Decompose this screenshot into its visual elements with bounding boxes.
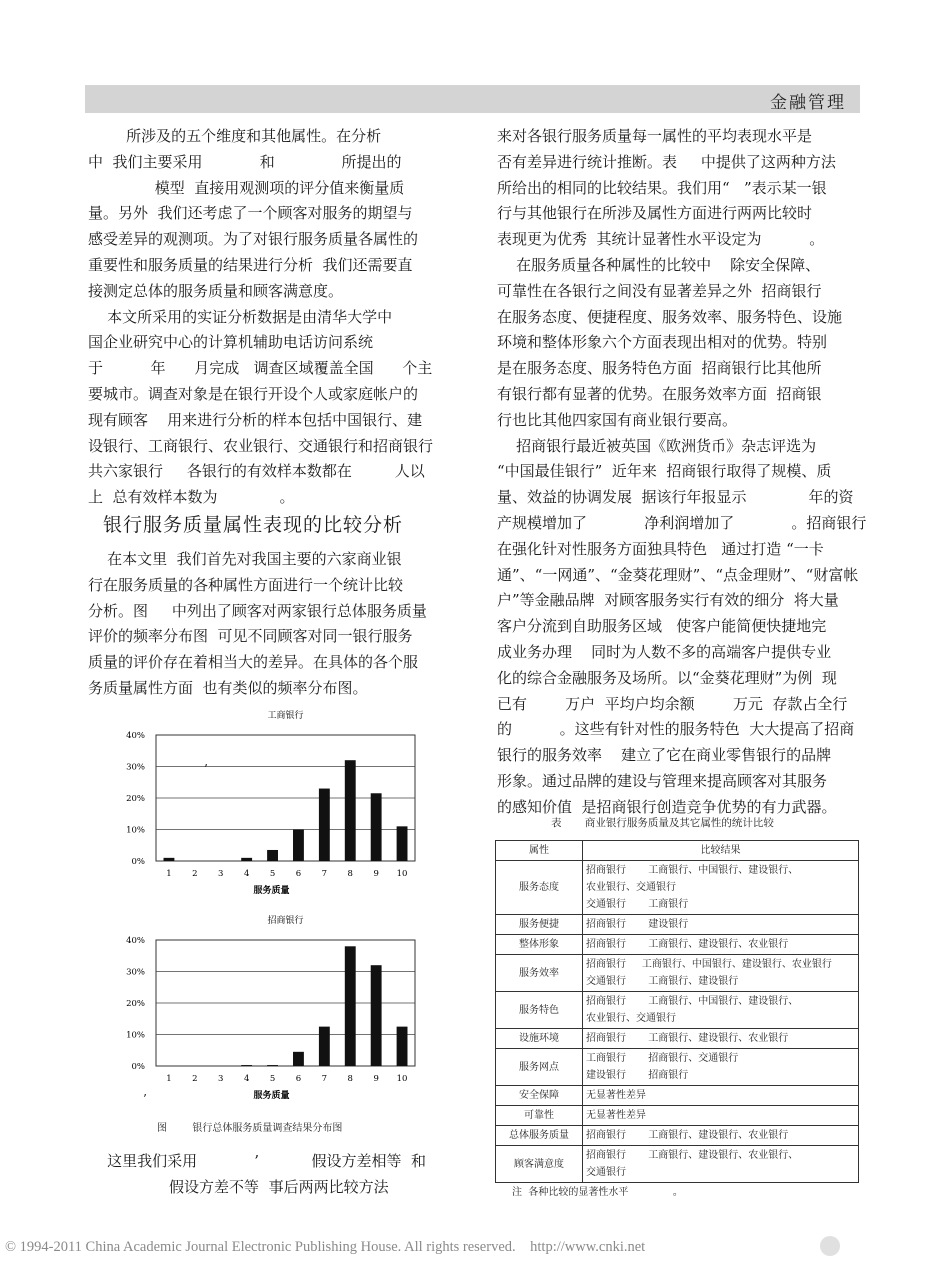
result-line: 建设银行 招商银行 [586,1070,689,1081]
y-tick-label: 40% [126,936,145,946]
result-line: 交通银行 [586,1167,626,1178]
paragraph-line: 户”等金融品牌 对顾客服务实行有效的细分 将大量 [497,591,839,610]
result-cell [583,915,859,935]
paragraph-line: 否有差异进行统计推断。表 中提供了这两种方法 [497,152,836,171]
result-cell [583,861,859,915]
paragraph-line: 本文所采用的实证分析数据是由清华大学中 [88,307,393,326]
result-line: 招商银行 建设银行 [586,919,689,930]
journal-header-bar [85,85,860,113]
paragraph-line: 行在服务质量的各种属性方面进行一个统计比较 [88,575,404,594]
result-line: 招商银行 工商银行、建设银行、农业银行、 [586,1150,799,1161]
paragraph-line: 国企业研究中心的计算机辅助电话访问系统 [88,333,374,352]
footer-watermark-dot [820,1236,840,1256]
table-row [496,915,859,935]
bar [345,946,356,1066]
result-cell [583,1049,859,1086]
right-column-text [497,124,867,821]
x-tick-label: 4 [243,1074,250,1084]
table-row [496,1029,859,1049]
bar [397,826,408,861]
y-tick-label: 40% [126,731,145,741]
paragraph-line: 成业务办理 同时为人数不多的高端客户提供专业 [497,642,832,661]
result-line: 无显著性差异 [586,1110,646,1121]
y-tick-label: 30% [126,967,145,978]
table-row [496,861,859,915]
x-tick-label: 4 [243,869,250,879]
bar [267,1065,278,1066]
paragraph-line: 上 总有效样本数为 。 [88,488,295,507]
attribute-cell: 整体形象 [496,935,583,955]
left-column-text [88,124,454,511]
x-tick-label: 6 [295,1074,302,1084]
x-tick-label: 10 [396,869,408,879]
result-line: 招商银行 工商银行、中国银行、建设银行、农业银行 [586,959,832,970]
attribute-cell: 服务便捷 [496,915,583,935]
y-tick-label: 10% [126,1030,145,1041]
x-tick-label: 7 [321,869,328,879]
x-tick-label: 9 [373,869,379,879]
attribute-cell: 服务效率 [496,955,583,992]
x-tick-label: 9 [373,1074,379,1084]
result-cell [583,1086,859,1106]
bar [293,1052,304,1066]
paragraph-line: 设银行、工商银行、农业银行、交通银行和招商银行 [88,436,434,455]
paragraph-line: 行与其他银行在所涉及属性方面进行两两比较时 [497,204,813,223]
attribute-cell: 安全保障 [496,1086,583,1106]
paragraph-line: 这里我们采用 ’ 假设方差相等 和 [88,1152,427,1170]
paragraph-line: 来对各银行服务质量每一属性的平均表现水平是 [497,127,813,145]
bar-chart-svg [112,708,432,898]
result-line: 农业银行、交通银行 [586,882,676,893]
table-header-row [496,841,859,861]
paragraph-line: 量、效益的协调发展 据该行年报显示 年的资 [497,488,854,507]
x-tick-label: 7 [321,1074,328,1084]
left-column-bottom-text [88,1149,454,1201]
table-row [496,1106,859,1126]
attribute-cell: 总体服务质量 [496,1126,583,1146]
paragraph-line: 产规模增加了 净利润增加了 。招商银行 [497,513,867,532]
paragraph-line: 招商银行最近被英国《欧洲货币》杂志评选为 [497,436,817,455]
stray-mark: ’ [143,1092,147,1106]
attribute-cell: 服务态度 [496,861,583,915]
paragraph-line: 在本文里 我们首先对我国主要的六家商业银 [88,550,402,568]
x-axis-label: 服务质量 [253,1091,290,1101]
bar [293,830,304,862]
result-line: 农业银行、交通银行 [586,1013,676,1024]
paragraph-line: 共六家银行 各银行的有效样本数都在 人以 [88,462,425,481]
paragraph-line: 现有顾客 用来进行分析的样本包括中国银行、建 [88,410,423,429]
table-row [496,1086,859,1106]
x-tick-label: 8 [347,869,353,879]
table-row [496,992,859,1029]
y-tick-label: 0% [131,1062,145,1072]
result-line: 交通银行 工商银行、建设银行 [586,976,739,987]
x-tick-label: 10 [396,1074,408,1084]
paragraph-line: 模型 直接用观测项的评分值来衡量质 [88,178,405,197]
result-cell [583,955,859,992]
paragraph-line: “中国最佳银行” 近年来 招商银行取得了规模、质 [497,462,832,481]
chart-title: 招商银行 [267,916,304,926]
table-header-cell: 属性 [496,841,583,861]
paragraph-line: 感受差异的观测项。为了对银行服务质量各属性的 [88,230,419,249]
paragraph-line: 在服务态度、便捷程度、服务效率、服务特色、设施 [497,307,843,326]
bar [164,858,175,861]
bar-chart-svg [112,913,432,1103]
paragraph-line: 行也比其他四家国有商业银行要高。 [497,410,738,429]
paragraph-line: 要城市。调查对象是在银行开设个人或家庭帐户的 [88,384,419,403]
result-line: 招商银行 工商银行、建设银行、农业银行 [586,1130,789,1141]
result-cell [583,1029,859,1049]
stray-mark: ’ [204,762,208,776]
paragraph-line: 客户分流到自助服务区域 使客户能简便快捷地完 [497,617,827,636]
x-tick-label: 5 [269,1074,276,1084]
y-tick-label: 10% [126,825,145,836]
left-column-lower-text [88,547,454,702]
result-cell [583,992,859,1029]
x-tick-label: 1 [166,1074,172,1084]
y-tick-label: 20% [126,794,145,804]
paragraph-line: 重要性和服务质量的结果进行分析 我们还需要直 [88,255,413,274]
paragraph-line: 化的综合金融服务及场所。以“金葵花理财”为例 现 [497,668,837,687]
bar [241,1065,252,1066]
result-cell [583,935,859,955]
result-line: 招商银行 工商银行、建设银行、农业银行 [586,939,789,950]
table-row [496,1049,859,1086]
x-tick-label: 2 [192,1074,198,1084]
bar [397,1027,408,1066]
result-line: 招商银行 工商银行、中国银行、建设银行、 [586,865,799,876]
table-row [496,1126,859,1146]
result-line: 交通银行 工商银行 [586,899,689,910]
paragraph-line: 所涉及的五个维度和其他属性。在分析 [88,127,382,145]
paragraph-line: 形象。通过品牌的建设与管理来提高顾客对其服务 [497,771,828,790]
paragraph-line: 通”、“一网通”、“金葵花理财”、“点金理财”、“财富帐 [497,565,859,584]
chart-cmb [112,913,432,1103]
result-cell [583,1146,859,1183]
bar [371,965,382,1066]
table-caption: 表 商业银行服务质量及其它属性的统计比较 [551,817,774,829]
bar [319,1027,330,1066]
attribute-cell: 顾客满意度 [496,1146,583,1183]
chart-title: 工商银行 [267,711,304,721]
x-tick-label: 2 [192,869,198,879]
journal-section-title: 金融管理 [770,93,846,113]
paragraph-line: 质量的评价存在着相当大的差异。在具体的各个服 [88,653,419,672]
paragraph-line: 的感知价值 是招商银行创造竞争优势的有力武器。 [497,797,837,816]
paragraph-line: 务质量属性方面 也有类似的频率分布图。 [88,678,368,697]
x-tick-label: 6 [295,869,302,879]
result-line: 招商银行 工商银行、中国银行、建设银行、 [586,996,799,1007]
paragraph-line: 接测定总体的服务质量和顾客满意度。 [88,281,344,300]
bar [319,789,330,861]
x-tick-label: 1 [166,869,172,879]
table-note: 注 各种比较的显著性水平 。 [512,1187,683,1198]
paragraph-line: 已有 万户 平均户均余额 万元 存款占全行 [497,694,848,713]
copyright-footer: © 1994-2011 China Academic Journal Electronic Publishing House. All rights reserved. http://www.cnki.net [5,1239,646,1255]
attribute-cell: 服务网点 [496,1049,583,1086]
bar [267,850,278,861]
bar [345,760,356,861]
figure-caption: 图 银行总体服务质量调查结果分布图 [157,1123,343,1134]
y-tick-label: 30% [126,762,145,773]
paragraph-line: 是在服务态度、服务特色方面 招商银行比其他所 [497,359,822,378]
result-line: 无显著性差异 [586,1090,646,1101]
paragraph-line: 的 。这些有针对性的服务特色 大大提高了招商 [497,720,855,739]
x-axis-label: 服务质量 [253,886,290,896]
y-tick-label: 20% [126,999,145,1009]
x-tick-label: 5 [269,869,276,879]
paragraph-line: 假设方差不等 事后两两比较方法 [88,1177,389,1196]
paragraph-line: 有银行都有显著的优势。在服务效率方面 招商银 [497,384,822,403]
result-line: 招商银行 工商银行、建设银行、农业银行 [586,1033,789,1044]
bar [241,858,252,861]
paragraph-line: 于 年 月完成 调查区域覆盖全国 个主 [88,359,433,378]
bar [371,793,382,861]
result-cell [583,1106,859,1126]
paragraph-line: 在强化针对性服务方面独具特色 通过打造 “一卡 [497,539,824,558]
paragraph-line: 在服务质量各种属性的比较中 除安全保障、 [497,255,821,274]
paragraph-line: 表现更为优秀 其统计显著性水平设定为 。 [497,230,825,249]
paragraph-line: 中 我们主要采用 和 所提出的 [88,152,402,171]
y-tick-label: 0% [131,857,145,867]
paragraph-line: 评价的频率分布图 可见不同顾客对同一银行服务 [88,627,413,646]
x-tick-label: 3 [218,869,224,879]
section-heading: 银行服务质量属性表现的比较分析 [103,514,404,536]
paragraph-line: 分析。图 中列出了顾客对两家银行总体服务质量 [88,601,427,620]
paragraph-line: 量。另外 我们还考虑了一个顾客对服务的期望与 [88,204,413,223]
chart-icbc [112,708,432,898]
comparison-table [495,840,859,1183]
paragraph-line: 环境和整体形象六个方面表现出相对的优势。特别 [497,333,828,352]
table-header-cell: 比较结果 [583,841,859,861]
attribute-cell: 可靠性 [496,1106,583,1126]
paragraph-line: 可靠性在各银行之间没有显著差异之外 招商银行 [497,281,822,300]
paragraph-line: 银行的服务效率 建立了它在商业零售银行的品牌 [497,746,832,765]
attribute-cell: 服务特色 [496,992,583,1029]
table-row [496,935,859,955]
paragraph-line: 所给出的相同的比较结果。我们用“ ”表示某一银 [497,178,827,197]
result-line: 工商银行 招商银行、交通银行 [586,1053,739,1064]
x-tick-label: 3 [218,1074,224,1084]
attribute-cell: 设施环境 [496,1029,583,1049]
x-tick-label: 8 [347,1074,353,1084]
table-row [496,955,859,992]
table-row [496,1146,859,1183]
result-cell [583,1126,859,1146]
